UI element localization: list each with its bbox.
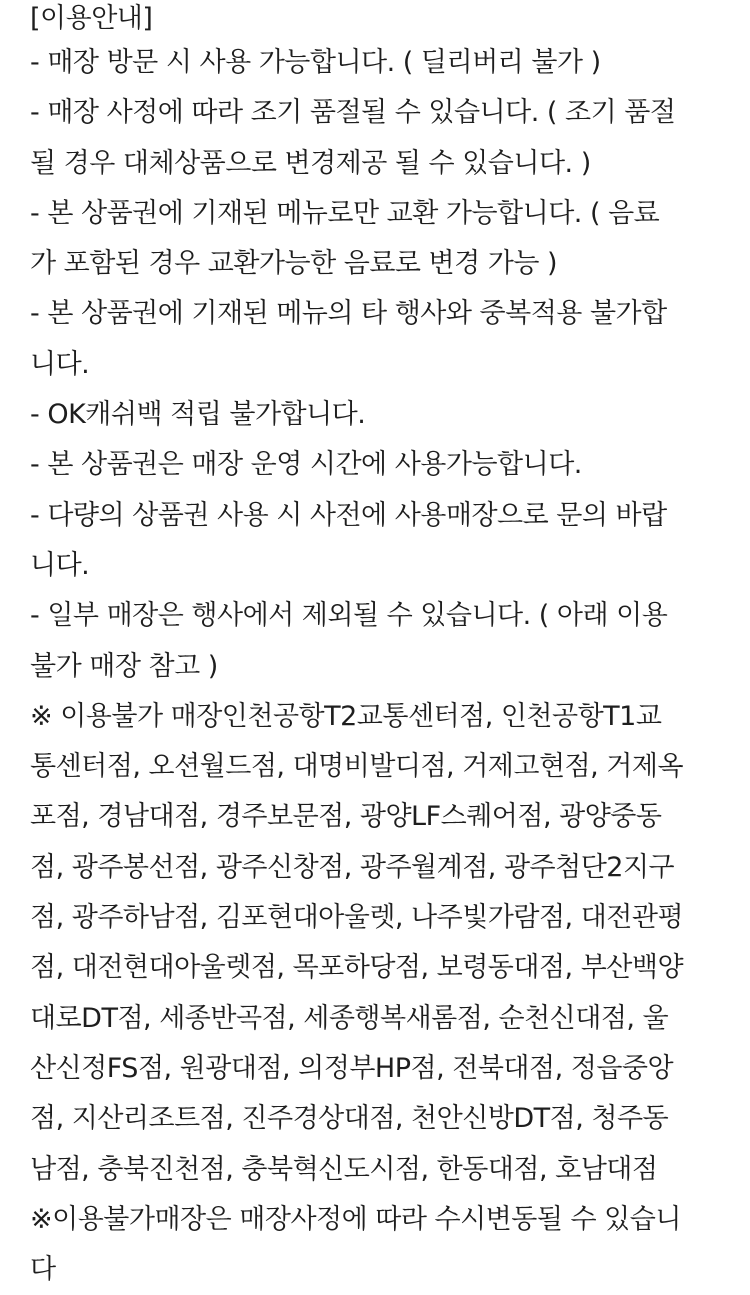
notice-line: 가 포함된 경우 교환가능한 음료로 변경 가능 ) [30,248,558,280]
notice-line: - 본 상품권은 매장 운영 시간에 사용가능합니다. [30,449,582,481]
notice-line: - 매장 방문 시 사용 가능합니다. ( 딜리버리 불가 ) [30,47,601,78]
excluded-stores-line: ※ 이용불가 매장인천공항T2교통센터점, 인천공항T1교 [30,700,662,732]
notice-line: - 일부 매장은 행사에서 제외될 수 있습니다. ( 아래 이용 [30,600,668,632]
notice-heading: [이용안내] [30,3,153,34]
excluded-stores-line: 점, 광주하남점, 김포현대아울렛, 나주빛가람점, 대전관평 [30,902,684,934]
footnote-line: ※이용불가매장은 매장사정에 따라 수시변동될 수 있습니 [30,1203,681,1235]
excluded-stores-line: 점, 대전현대아울렛점, 목포하당점, 보령동대점, 부산백양 [30,952,684,984]
excluded-stores-line: 남점, 충북진천점, 충북혁신도시점, 한동대점, 호남대점 [30,1153,658,1185]
footnote-line: 다 [30,1254,56,1286]
notice-line: - 다량의 상품권 사용 시 사전에 사용매장으로 문의 바랍 [30,499,667,531]
excluded-stores-line: 통센터점, 오션월드점, 대명비발디점, 거제고현점, 거제옥 [30,751,684,783]
notice-line: 될 경우 대체상품으로 변경제공 될 수 있습니다. ) [30,147,591,179]
notice-line: - 본 상품권에 기재된 메뉴로만 교환 가능합니다. ( 음료 [30,197,660,229]
notice-line: 불가 매장 참고 ) [30,650,218,682]
excluded-stores-line: 산신정FS점, 원광대점, 의정부HP점, 전북대점, 정읍중앙 [30,1052,674,1084]
usage-notice [30,0,746,1295]
notice-line: 니다. [30,348,90,380]
excluded-stores-line: 점, 지산리조트점, 진주경상대점, 천안신방DT점, 청주동 [30,1103,669,1135]
notice-line: - 매장 사정에 따라 조기 품절될 수 있습니다. ( 조기 품절 [30,97,676,129]
excluded-stores-line: 포점, 경남대점, 경주보문점, 광양LF스퀘어점, 광양중동 [30,801,662,833]
excluded-stores-line: 점, 광주봉선점, 광주신창점, 광주월계점, 광주첨단2지구 [30,851,675,883]
notice-line: - OK캐쉬백 적립 불가합니다. [30,399,366,431]
notice-line: 니다. [30,549,90,581]
excluded-stores-line: 대로DT점, 세종반곡점, 세종행복새롬점, 순천신대점, 울 [30,1002,669,1034]
notice-line: - 본 상품권에 기재된 메뉴의 타 행사와 중복적용 불가합 [30,298,667,330]
